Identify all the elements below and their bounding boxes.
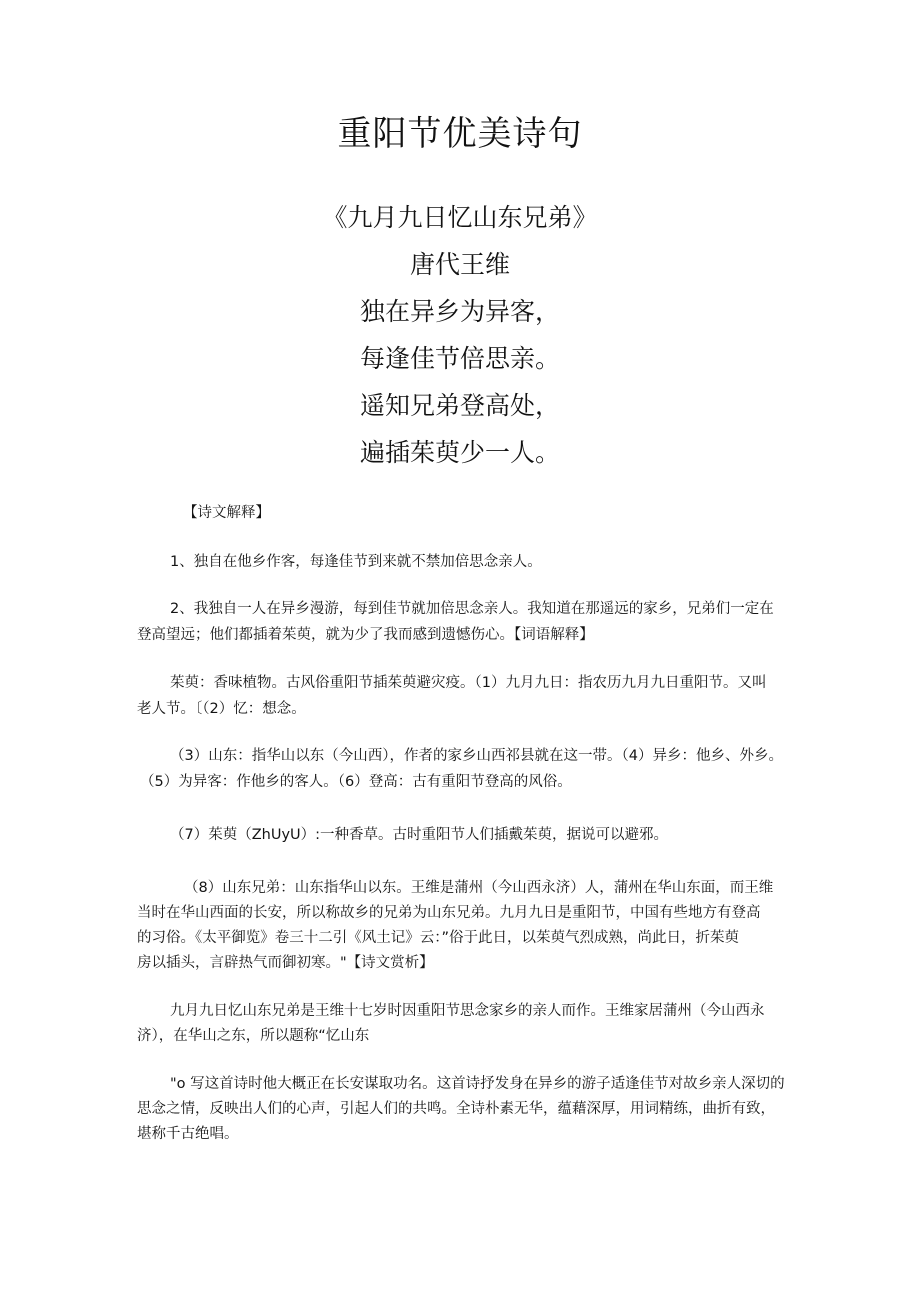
vocab-1-line: 老人节。〔（2）忆：想念。 — [137, 701, 306, 717]
interpretation-2-line: 登高望远；他们都插着茱萸，就为少了我而感到遗憾伤心。【词语解释】 — [137, 627, 594, 643]
vocab-1-line: 茱萸：香味植物。古风俗重阳节插茱萸避灾疫。（1）九月九日：指农历九月九日重阳节。又叫 — [170, 675, 767, 691]
poem-title: 《九月九日忆山东兄弟》 — [322, 203, 598, 232]
vocab-4-line: （8）山东兄弟：山东指华山以东。王维是蒲州（今山西永济）人，蒲州在华山东面，而王维 — [184, 880, 774, 896]
appreciation-2-line: "o 写这首诗时他大概正在长安谋取功名。这首诗抒发身在异乡的游子适逢佳节对故乡亲人深切的 — [170, 1076, 785, 1092]
page-title: 重阳节优美诗句 — [337, 114, 583, 154]
vocab-4-line: 的习俗。《太平御览》卷三十二引《风土记》云：”俗于此日，以茱萸气烈成熟，尚此日，折茱萸 — [137, 930, 740, 946]
appreciation-1-line: 济），在华山之东，所以题称“忆山东 — [137, 1028, 370, 1044]
vocab-4-line: 当时在华山西面的长安，所以称故乡的兄弟为山东兄弟。九月九日是重阳节，中国有些地方有登高 — [137, 905, 761, 921]
poem-block — [0, 198, 920, 480]
interpretation-heading: 【诗文解释】 — [183, 505, 270, 521]
poem-line: 独在异乡为异客， — [359, 297, 560, 326]
vocab-4-line: 房以插头，言辟热气而御初寒。"【诗文赏析】 — [137, 955, 434, 971]
appreciation-1-line: 九月九日忆山东兄弟是王维十七岁时因重阳节思念家乡的亲人而作。王维家居蒲州（今山西永 — [170, 1003, 765, 1019]
poem-line: 每逢佳节倍思亲。 — [359, 344, 560, 373]
poem-line: 遍插茱萸少一人。 — [359, 438, 560, 467]
appreciation-2-line: 思念之情，反映出人们的心声，引起人们的共鸣。全诗朴素无华，蕴藉深厚，用词精练，曲折有致， — [137, 1101, 775, 1117]
interpretation-2-line: 2、我独自一人在异乡漫游，每到佳节就加倍思念亲人。我知道在那遥远的家乡，兄弟们一定在 — [170, 601, 774, 617]
interpretation-1: 1、独自在他乡作客，每逢佳节到来就不禁加倍思念亲人。 — [170, 554, 542, 570]
poem-author: 唐代王维 — [409, 250, 510, 279]
vocab-2-line: （5）为异客：作他乡的客人。（6）登高：古有重阳节登高的风俗。 — [140, 774, 572, 790]
vocab-3: （7）茱萸（ZhUyU）:一种香草。古时重阳节人们插戴茱萸，据说可以避邪。 — [170, 827, 669, 843]
poem-line: 遥知兄弟登高处， — [359, 391, 560, 420]
vocab-2-line: （3）山东：指华山以东（今山西），作者的家乡山西祁县就在这一带。（4）异乡：他乡、外乡。 — [170, 748, 783, 764]
appreciation-2-line: 堪称千古绝唱。 — [137, 1126, 239, 1142]
